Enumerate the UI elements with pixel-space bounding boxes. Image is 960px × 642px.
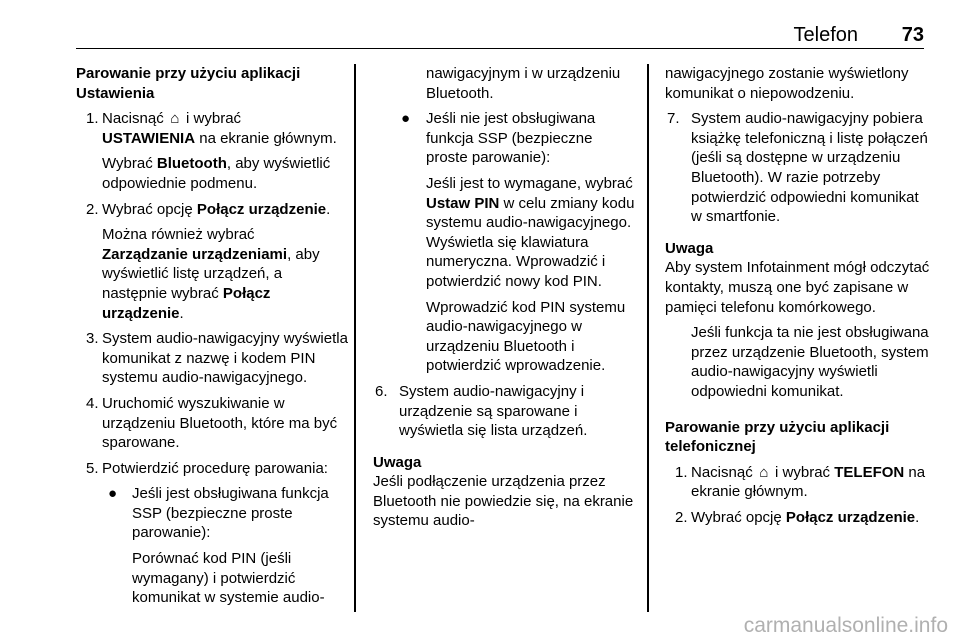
step-number: 7. — [667, 110, 680, 128]
menu-term: Połącz urządzenie — [102, 284, 271, 322]
page-number: 73 — [901, 24, 924, 46]
continued-text: nawigacyjnego zostanie wyświetlony komunikat o niepowodzeniu. — [665, 65, 909, 102]
column-2 — [373, 64, 635, 531]
step-7 — [665, 109, 931, 227]
section-heading: Parowanie przy użyciu aplikacji telefonicznej — [665, 418, 890, 456]
step-number: 1. — [675, 463, 688, 481]
step-5 — [76, 459, 348, 479]
step-text: , aby wyświetlić listę urządzeń, a następnie wybrać — [102, 245, 320, 302]
step-number: 6. — [375, 382, 388, 400]
menu-term: Połącz urządzenie — [785, 508, 916, 526]
note-text: Jeśli funkcja ta nie jest obsługiwana przez urządzenie Bluetooth, system audio-nawigacyjny wyświetli odpowiedni komunikat. — [691, 324, 929, 400]
step-text: Potwierdzić procedurę parowania: — [102, 459, 328, 477]
bullet-text: w celu zmiany kodu systemu audio-nawigacyjnego. Wyświetla się klawiatura numeryczna. Wprowadzić i potwierdzić nowy kod PIN. — [426, 194, 635, 290]
step-number: 3. — [86, 330, 99, 348]
bullet-text: Porównać kod PIN (jeśli wymagany) i potwierdzić komunikat w systemie audio- — [132, 550, 325, 607]
menu-term: Zarządzanie urządzeniami — [102, 245, 288, 263]
step-text: System audio-nawigacyjny i urządzenie są sparowane i wyświetla się lista urządzeń. — [399, 382, 588, 440]
bullet-text: Jeśli jest to wymagane, wybrać — [426, 174, 633, 192]
step-text: System audio-nawigacyjny pobiera książkę telefoniczną i listę połączeń (jeśli są dostępne w urządzeniu Bluetooth). W razie potrzeby potwierdzić odpowiedni komunikat w smartfonie. — [691, 110, 928, 226]
step-text: Wybrać opcję — [102, 200, 193, 218]
phone-step-2 — [665, 508, 931, 528]
menu-term: USTAWIENIA — [102, 129, 196, 147]
menu-term: Połącz urządzenie — [196, 200, 327, 218]
column-divider — [647, 64, 649, 612]
continued-text: nawigacyjnym i w urządzeniu Bluetooth. — [426, 65, 621, 102]
note-text: Jeśli podłączenie urządzenia przez Bluetooth nie powiedzie się, na ekranie systemu audio- — [373, 473, 634, 530]
home-icon: ⌂ — [170, 110, 180, 128]
step-number: 1. — [86, 110, 99, 128]
step-text: Można również wybrać — [102, 226, 255, 244]
note-text: Aby system Infotainment mógł odczytać kontakty, muszą one być zapisane w pamięci telefonu komórkowego. — [665, 259, 930, 316]
page-header — [76, 22, 924, 49]
phone-step-1 — [665, 463, 931, 502]
step-4 — [76, 394, 348, 453]
step-text: . — [915, 508, 920, 526]
step-text: System audio-nawigacyjny wyświetla komunikat z nazwę i kodem PIN systemu audio-nawigacyjnego. — [102, 330, 348, 387]
column-divider — [354, 64, 356, 612]
step-1 — [76, 109, 348, 193]
bullet-text: Jeśli nie jest obsługiwana funkcja SSP (bezpieczne proste parowanie): — [426, 110, 596, 167]
home-icon: ⌂ — [759, 463, 769, 481]
bullet-glyph: ● — [108, 485, 118, 503]
step-6 — [373, 382, 635, 441]
note-title: Uwaga — [665, 239, 714, 257]
watermark: carmanualsonline.info — [743, 614, 948, 637]
menu-term: Ustaw PIN — [426, 194, 500, 212]
bullet-glyph: ● — [401, 110, 411, 128]
step-text: Wybrać — [102, 155, 153, 173]
step-text: , aby wyświetlić odpowiednie podmenu. — [102, 155, 331, 192]
step-3 — [76, 329, 348, 388]
step-text: . — [326, 200, 331, 218]
column-1 — [76, 64, 348, 608]
menu-term: Bluetooth — [156, 155, 227, 173]
step-text: na ekranie głównym. — [199, 129, 337, 147]
step-text: Nacisnąć — [102, 110, 164, 128]
page-title: Telefon — [793, 24, 858, 46]
step-text: . — [179, 304, 184, 322]
step-text: Uruchomić wyszukiwanie w urządzeniu Bluetooth, które ma być sparowane. — [102, 394, 338, 452]
bullet-item — [76, 484, 348, 608]
step-text: Nacisnąć — [691, 463, 753, 481]
bullet-text: Wprowadzić kod PIN systemu audio-nawigacyjnego w urządzeniu Bluetooth i potwierdzić wprowadzenie. — [426, 298, 626, 375]
step-number: 2. — [675, 508, 688, 526]
step-text: na ekranie głównym. — [691, 463, 926, 501]
column-3 — [665, 64, 931, 527]
step-2 — [76, 200, 348, 324]
step-number: 4. — [86, 394, 99, 412]
step-text: i wybrać — [775, 463, 831, 481]
step-number: 2. — [86, 200, 99, 218]
section-heading: Parowanie przy użyciu aplikacji Ustawienia — [76, 65, 301, 102]
step-text: Wybrać opcję — [691, 508, 782, 526]
bullet-item — [373, 109, 635, 376]
step-text: i wybrać — [186, 110, 242, 128]
note-title: Uwaga — [373, 453, 422, 471]
step-number: 5. — [86, 459, 99, 477]
bullet-text: Jeśli jest obsługiwana funkcja SSP (bezpieczne proste parowanie): — [132, 485, 329, 542]
menu-term: TELEFON — [834, 463, 905, 481]
